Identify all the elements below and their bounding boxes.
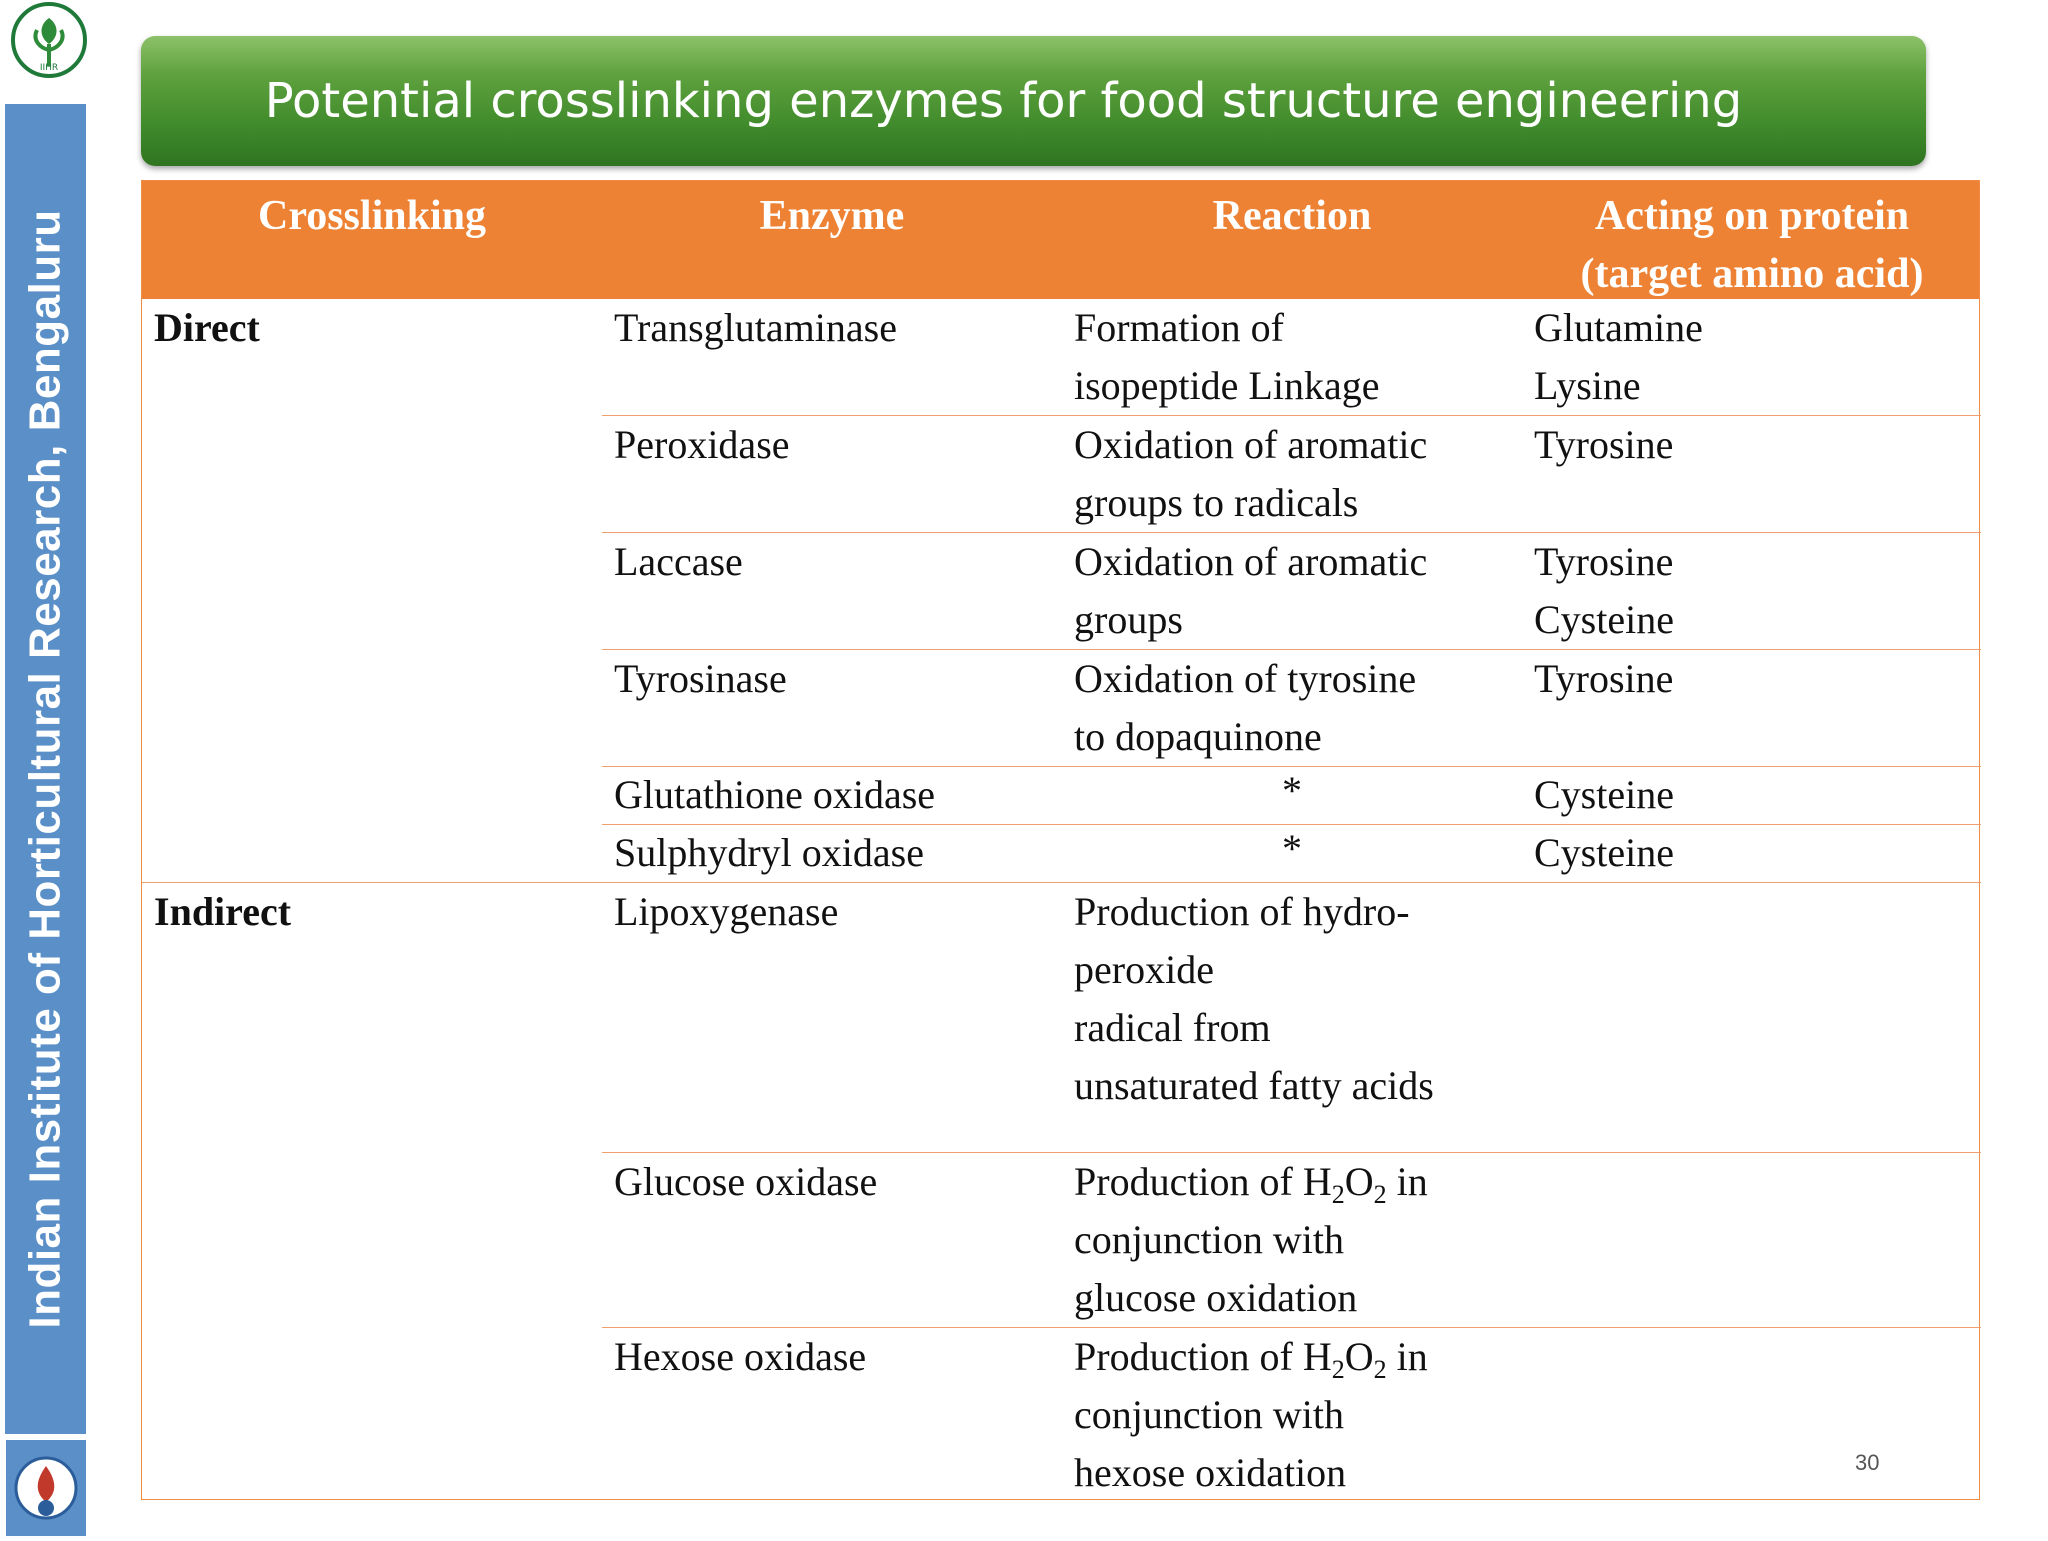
table-row-enzyme: Glutathione oxidase (614, 772, 936, 817)
table-row-target: Cysteine (1534, 772, 1674, 817)
icar-emblem-icon (6, 1440, 86, 1536)
table-row-target: Tyrosine Cysteine (1534, 539, 1674, 642)
header-reaction: Reaction (1212, 193, 1372, 239)
svg-text:IIHR: IIHR (39, 63, 59, 73)
table-row-reaction: * (1282, 826, 1302, 871)
header-acting-on-protein: Acting on protein (1594, 193, 1910, 239)
page-number: 30 (1855, 1450, 1880, 1475)
table-row-enzyme: Glucose oxidase (614, 1159, 878, 1204)
table-row-reaction: Production of $H_2O_2$ in conjunction with hexose oxidation (1074, 1334, 1428, 1495)
table-row-enzyme: Hexose oxidase (614, 1334, 867, 1379)
table-row-enzyme: Sulphydryl oxidase (614, 830, 924, 875)
header-target-amino-acid: (target amino acid) (1580, 251, 1924, 297)
table-row-reaction: Production of $H_2O_2$ in conjunction with glucose oxidation (1074, 1159, 1428, 1320)
table-row-target: Cysteine (1534, 830, 1674, 875)
table-row-reaction: Oxidation of aromatic groups (1074, 539, 1428, 642)
table-row-enzyme: Peroxidase (614, 422, 790, 467)
icar-logo (6, 1440, 86, 1536)
header-crosslinking: Crosslinking (258, 193, 486, 239)
enzyme-table (141, 180, 1980, 1500)
table-row-reaction: Oxidation of tyrosine to dopaquinone (1074, 656, 1417, 759)
table-row-enzyme: Tyrosinase (614, 656, 787, 701)
table-row-target: Tyrosine (1534, 656, 1674, 701)
table-row-reaction: Formation of isopeptide Linkage (1074, 305, 1380, 408)
table-row-reaction: Oxidation of aromatic groups to radicals (1074, 422, 1428, 525)
crosslinking-direct-label: Direct (154, 305, 260, 350)
table-row-reaction: Production of hydro- peroxide radical from unsaturated fatty acids (1074, 889, 1434, 1108)
iihr-logo (4, 0, 94, 86)
table-row-enzyme: Transglutaminase (614, 305, 897, 350)
table-header (142, 181, 1979, 299)
table-row-target: Tyrosine (1534, 422, 1674, 467)
slide-title: Potential crosslinking enzymes for food structure engineering (264, 73, 1743, 129)
sidebar-institute-name: Indian Institute of Horticultural Research, Bengaluru (20, 209, 70, 1329)
iihr-logo-icon (4, 0, 94, 86)
crosslinking-indirect-label: Indirect (154, 889, 292, 934)
row-divider (142, 882, 1981, 883)
title-banner (141, 36, 1926, 166)
table-row-enzyme: Laccase (614, 539, 743, 584)
table-row-reaction: * (1282, 768, 1302, 813)
table-row-enzyme: Lipoxygenase (614, 889, 839, 934)
table-row-target: Glutamine Lysine (1534, 305, 1703, 408)
header-enzyme: Enzyme (759, 193, 905, 239)
